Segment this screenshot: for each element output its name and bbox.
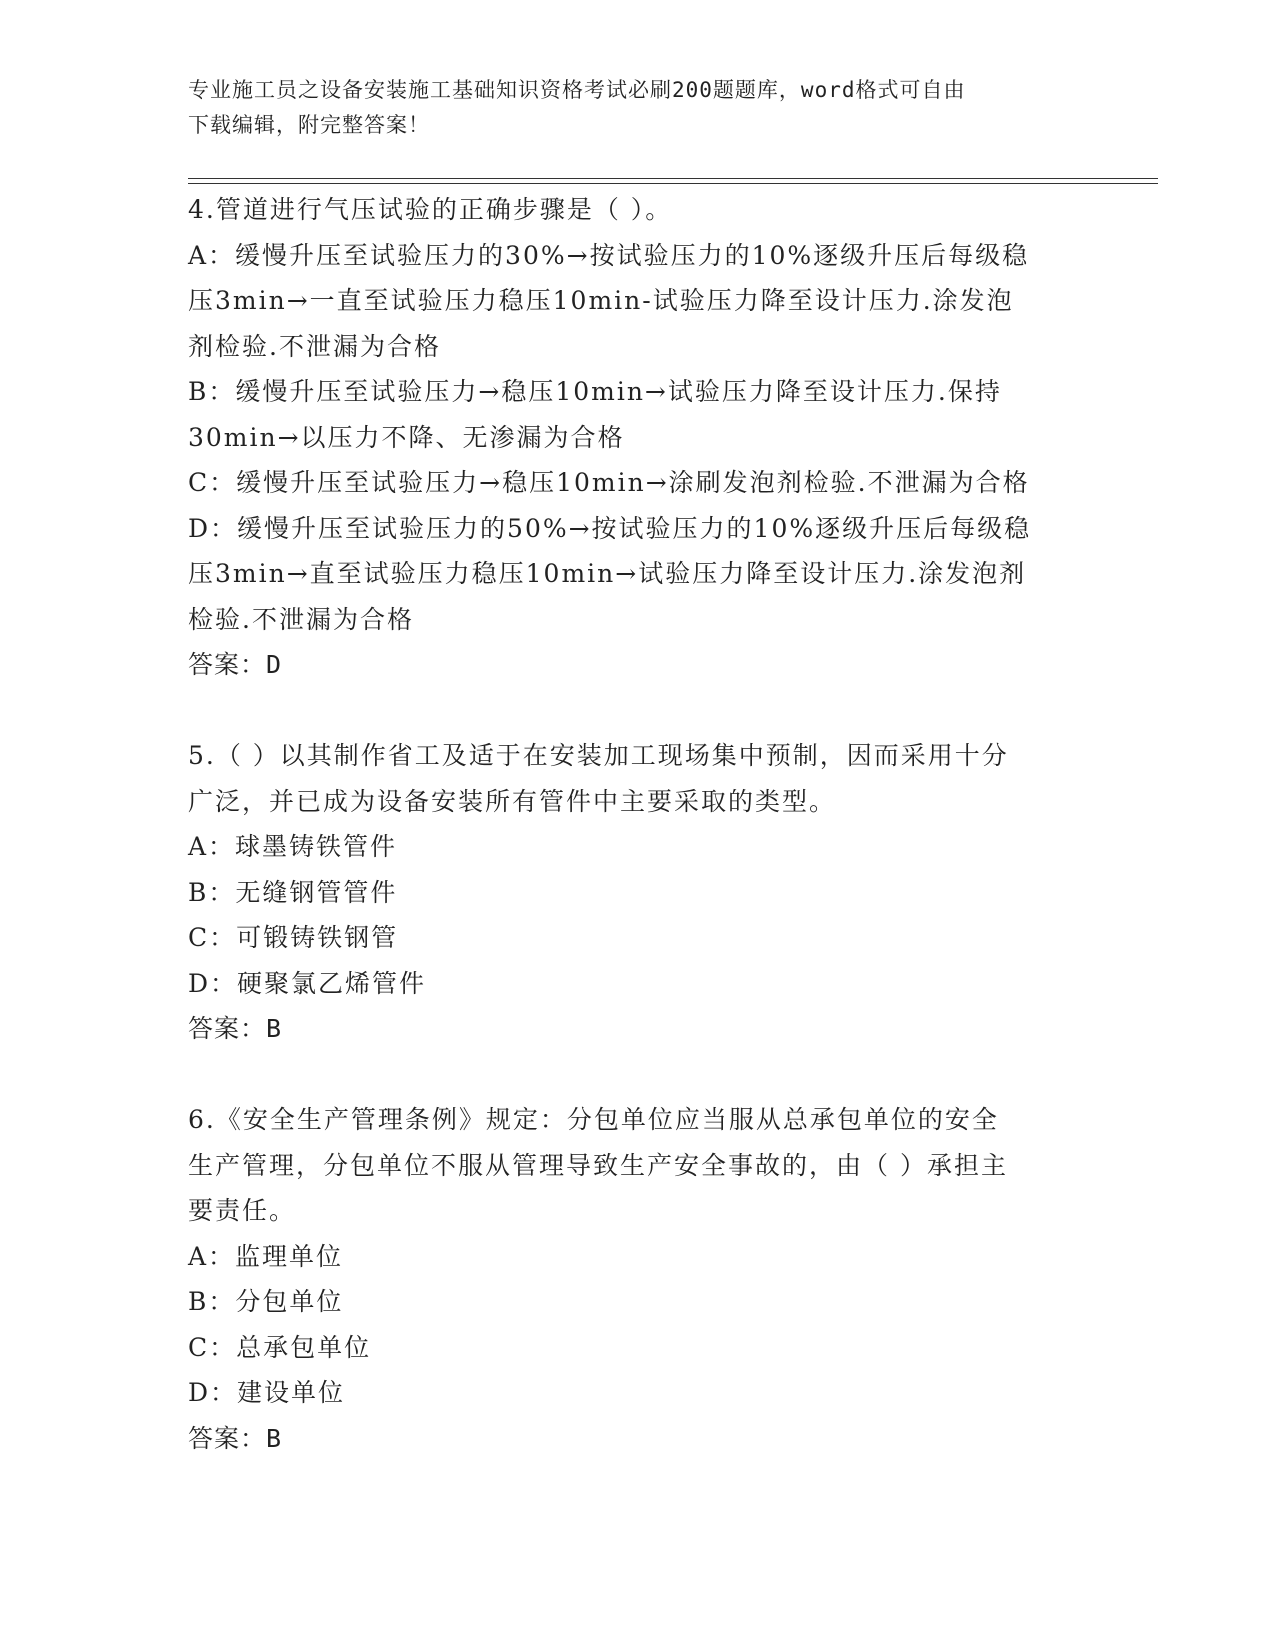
question-4-option-d-line-1: D：缓慢升压至试验压力的50%→按试验压力的10%逐级升压后每级稳 — [188, 513, 1032, 543]
question-5-option-d: D：硬聚氯乙烯管件 — [188, 968, 427, 998]
question-6-text-line-3: 要责任。 — [188, 1196, 297, 1225]
answer-value: B — [266, 1014, 283, 1043]
question-5 — [188, 733, 1088, 1052]
question-4-option-d-line-2: 压3min→直至试验压力稳压10min→试验压力降至设计压力.涂发泡剂 — [188, 559, 1027, 588]
question-list — [188, 187, 1088, 1461]
document-header — [188, 73, 1068, 143]
answer-value: D — [266, 650, 283, 679]
question-6-option-b: B：分包单位 — [188, 1287, 344, 1316]
question-5-answer — [188, 1006, 1088, 1052]
question-4-option-c-line-1: C：缓慢升压至试验压力→稳压10min→涂刷发泡剂检验.不泄漏为合格 — [188, 468, 1030, 497]
question-6 — [188, 1097, 1088, 1461]
header-divider-bottom — [188, 183, 1158, 184]
spacer — [188, 1052, 1088, 1098]
question-6-option-c: C：总承包单位 — [188, 1332, 372, 1362]
question-6-option-a: A：监理单位 — [188, 1241, 344, 1271]
question-6-text-line-2: 生产管理，分包单位不服从管理导致生产安全事故的，由（ ）承担主 — [188, 1150, 1008, 1180]
header-divider-top — [188, 178, 1158, 179]
question-4 — [188, 187, 1088, 688]
question-4-option-a-line-1: A：缓慢升压至试验压力的30%→按试验压力的10%逐级升压后每级稳 — [188, 240, 1030, 270]
question-6-answer — [188, 1416, 1088, 1462]
question-4-option-b-line-1: B：缓慢升压至试验压力→稳压10min→试验压力降至设计压力.保持 — [188, 377, 1002, 406]
header-title-line-1: 专业施工员之设备安装施工基础知识资格考试必刷200题题库，word格式可自由 — [188, 78, 966, 102]
question-5-option-b: B：无缝钢管管件 — [188, 877, 398, 907]
answer-value: B — [266, 1423, 283, 1453]
question-5-option-a: A：球墨铸铁管件 — [188, 832, 398, 861]
question-5-text-line-2: 广泛，并已成为设备安装所有管件中主要采取的类型。 — [188, 786, 837, 816]
question-5-text-line-1: 5.（ ）以其制作省工及适于在安装加工现场集中预制，因而采用十分 — [188, 741, 1009, 770]
question-4-answer — [188, 642, 1088, 688]
question-5-option-c: C：可锻铸铁钢管 — [188, 923, 399, 952]
header-title-line-2: 下载编辑，附完整答案！ — [188, 113, 430, 137]
question-4-option-a-line-3: 剂检验.不泄漏为合格 — [188, 331, 441, 361]
question-4-text-line-1: 4.管道进行气压试验的正确步骤是（ ）。 — [188, 195, 673, 224]
answer-label: 答案： — [188, 650, 267, 679]
question-4-option-b-line-2: 30min→以压力不降、无渗漏为合格 — [188, 422, 625, 452]
answer-label: 答案： — [188, 1014, 267, 1043]
question-6-text-line-1: 6.《安全生产管理条例》规定：分包单位应当服从总承包单位的安全 — [188, 1105, 999, 1134]
question-6-option-d: D：建设单位 — [188, 1378, 346, 1407]
question-4-option-d-line-3: 检验.不泄漏为合格 — [188, 604, 414, 634]
answer-label: 答案： — [188, 1423, 267, 1453]
spacer — [188, 688, 1088, 734]
question-4-option-a-line-2: 压3min→一直至试验压力稳压10min-试验压力降至设计压力.涂发泡 — [188, 286, 1014, 315]
